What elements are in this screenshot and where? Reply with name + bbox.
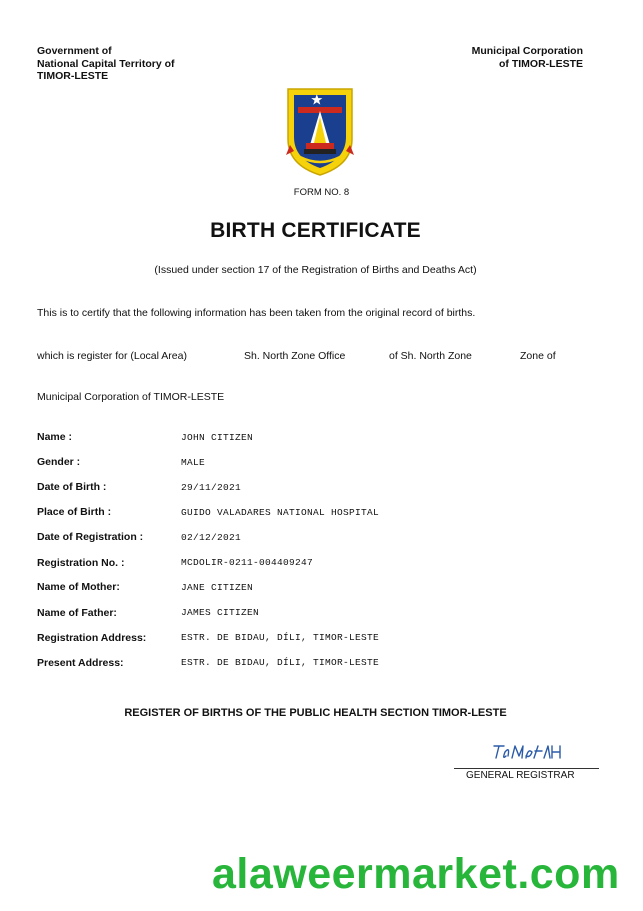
signature-line [454,768,599,769]
field-label-name-of-mother: Name of Mother: [37,581,120,593]
field-value-name-of-mother: JANE CITIZEN [181,582,254,593]
field-label-present-address: Present Address: [37,657,124,669]
issuer-right-line1: Municipal Corporation [471,45,583,57]
field-value-date-of-birth: 29/11/2021 [181,482,242,493]
field-value-registration-no: MCDOLIR-0211-004409247 [181,557,314,568]
register-zone: Zone of [520,350,556,362]
issuer-left-line2: National Capital Territory of [37,57,175,70]
issuer-left [37,45,175,83]
field-value-date-of-registration: 02/12/2021 [181,532,242,543]
municipal-statement: Municipal Corporation of TIMOR-LESTE [37,391,225,403]
field-value-name: JOHN CITIZEN [181,432,254,443]
document-title: BIRTH CERTIFICATE [210,219,421,242]
certify-statement: This is to certify that the following information has been taken from the original record of births. [37,307,476,319]
watermark: alaweermarket.com [212,850,620,898]
field-label-name: Name : [37,431,73,443]
coat-of-arms-emblem-icon [284,85,356,177]
field-label-date-of-birth: Date of Birth : [37,481,107,493]
document-subtitle: (Issued under section 17 of the Registration of Births and Deaths Act) [154,264,477,276]
field-label-registration-address: Registration Address: [37,632,147,644]
issuer-left-line1: Government of [37,45,112,57]
field-label-gender: Gender : [37,456,81,468]
field-value-gender: MALE [181,457,206,468]
field-value-present-address: ESTR. DE BIDAU, DÍLI, TIMOR-LESTE [181,657,380,668]
issuer-right [472,45,583,70]
field-value-registration-address: ESTR. DE BIDAU, DÍLI, TIMOR-LESTE [181,632,380,643]
issuer-left-line3: TIMOR-LESTE [37,70,109,82]
register-office: Sh. North Zone Office [244,350,346,362]
form-number: FORM NO. 8 [293,187,350,198]
field-value-name-of-father: JAMES CITIZEN [181,607,260,618]
registrar-title: GENERAL REGISTRAR [466,770,575,781]
field-value-place-of-birth: GUIDO VALADARES NATIONAL HOSPITAL [181,507,380,518]
field-label-place-of-birth: Place of Birth : [37,506,112,518]
field-label-name-of-father: Name of Father: [37,607,117,619]
handwritten-signature-icon [488,742,564,762]
field-label-registration-no: Registration No. : [37,557,125,569]
register-zone-of: of Sh. North Zone [389,350,472,362]
register-for-label: which is register for (Local Area) [37,350,187,362]
field-label-date-of-registration: Date of Registration : [37,531,144,543]
issuer-right-line2: of TIMOR-LESTE [499,57,583,70]
register-footer: REGISTER OF BIRTHS OF THE PUBLIC HEALTH SECTION TIMOR-LESTE [124,707,507,719]
